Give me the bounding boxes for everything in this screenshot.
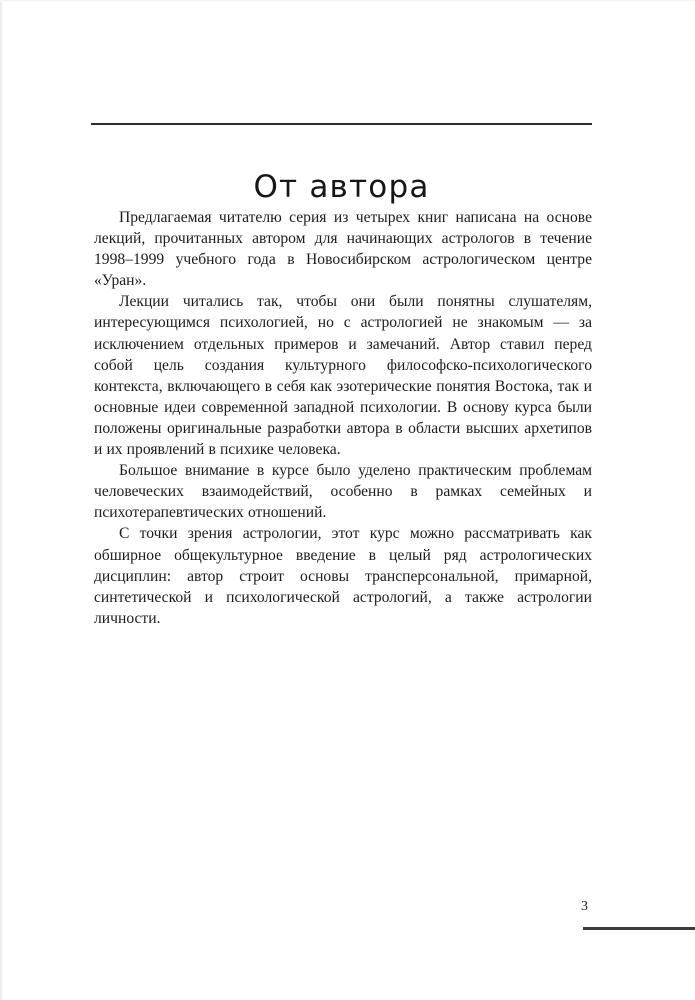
paragraph: С точки зрения астрологии, этот курс можно рассматривать как обширное общекультурное введение в целый ряд астрологических дисциплин: автор строит основы трансперсональной, примарной, синтетической и психологической астрологий, а также астрологии личности.: [94, 525, 592, 627]
page-number: 3: [581, 899, 588, 914]
body-text-column: [94, 207, 592, 629]
header-divider-rule: [91, 123, 592, 125]
page-title: От автора: [253, 168, 430, 205]
footer-divider-rule: [583, 927, 695, 930]
page-edge-shadow-left: [0, 0, 3, 1000]
page-edge-shadow-top: [0, 0, 695, 2]
paragraph: Предлагаемая читателю серия из четырех книг написана на основе лекций, прочитанных автором для начинающих астрологов в течение 1998–1999 учебного года в Новосибирском астрологическом центре «Уран».: [94, 209, 592, 290]
paragraph: Лекции читались так, чтобы они были понятны слушателям, интересующимся психологией, но с астрологией не знакомым — за исключением отдельных примеров и замечаний. Автор ставил перед собой цель создания культурного философско-психологического контекста, включающего в себя как эзотерические понятия Востока, так и основные идеи современной западной психологии. В основу курса были положены оригинальные разработки автора в области высших архетипов и их проявлений в психике человека.: [94, 293, 592, 459]
paragraph: Большое внимание в курсе было уделено практическим проблемам человеческих взаимодействий, особенно в рамках семейных и психотерапевтических отношений.: [94, 462, 592, 522]
